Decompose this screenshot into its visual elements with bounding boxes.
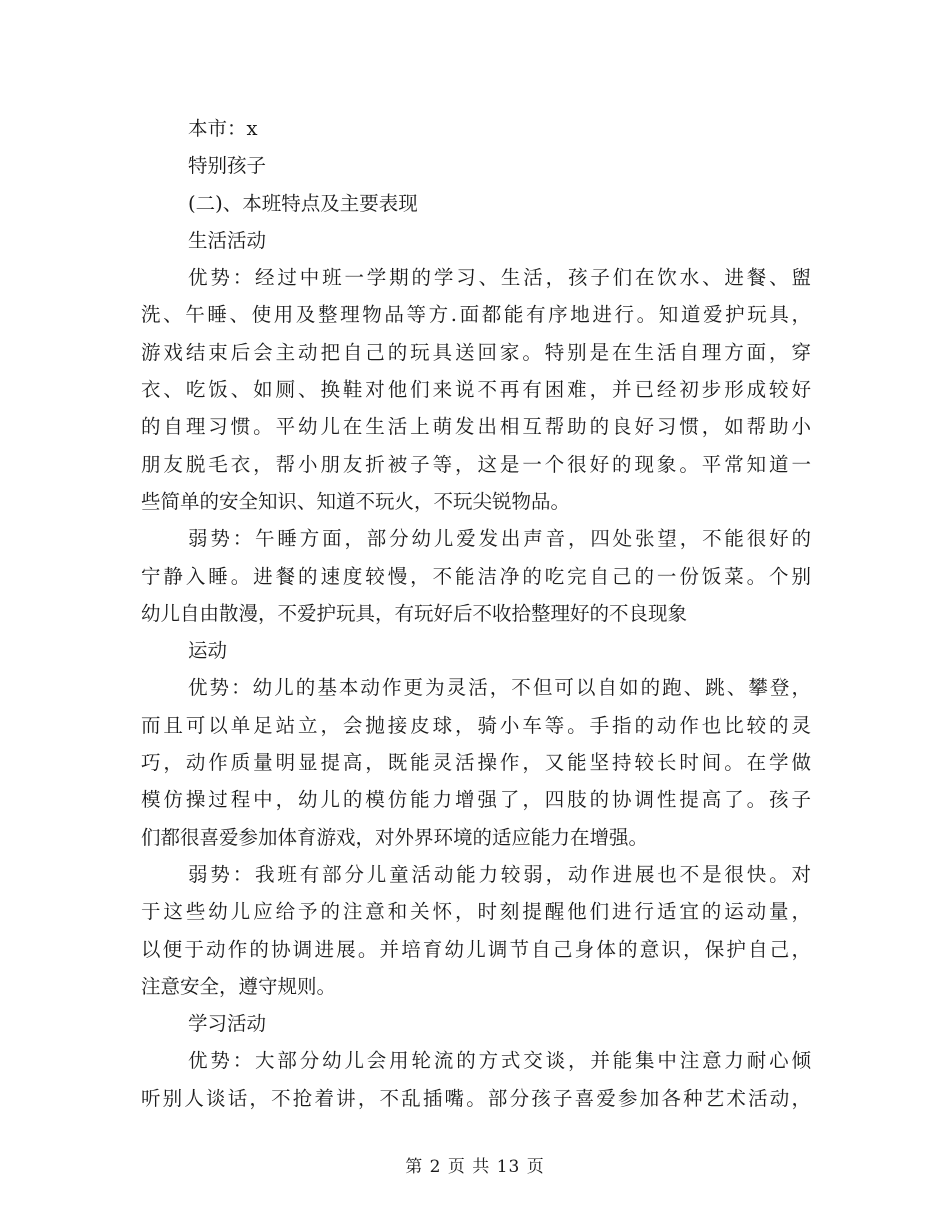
text-line: 以便于动作的协调进展。并培育幼儿调节自己身体的意识，保护自己，: [141, 937, 811, 961]
text-line: 生活活动: [188, 228, 267, 252]
text-line: (二)、本班特点及主要表现: [188, 191, 418, 215]
text-line: 游戏结束后会主动把自己的玩具送回家。特别是在生活自理方面，穿: [141, 340, 811, 364]
text-line: 优势：经过中班一学期的学习、生活，孩子们在饮水、进餐、盥: [188, 266, 811, 290]
page-footer: 第 2 页 共 13 页: [405, 1157, 545, 1177]
text-line: 而且可以单足站立，会抛接皮球，骑小车等。手指的动作也比较的灵: [141, 713, 811, 737]
text-line: 们都很喜爱参加体育游戏，对外界环境的适应能力在增强。: [141, 825, 649, 849]
text-line: 模仿操过程中，幼儿的模仿能力增强了，四肢的协调性提高了。孩子: [141, 788, 811, 812]
text-line: 学习活动: [188, 1012, 267, 1036]
text-line: 优势：幼儿的基本动作更为灵活，不但可以自如的跑、跳、攀登，: [188, 676, 811, 700]
text-line: 弱势：午睡方面，部分幼儿爱发出声音，四处张望，不能很好的: [188, 527, 811, 551]
text-line: 特别孩子: [188, 154, 267, 178]
text-line: 朋友脱毛衣，帮小朋友折被子等，这是一个很好的现象。平常知道一: [141, 452, 811, 476]
text-line: 本市：x: [188, 117, 258, 140]
text-line: 弱势：我班有部分儿童活动能力较弱，动作进展也不是很快。对: [188, 862, 811, 886]
text-line: 运动: [188, 639, 228, 663]
text-line: 优势：大部分幼儿会用轮流的方式交谈，并能集中注意力耐心倾: [188, 1049, 811, 1073]
text-line: 宁静入睡。进餐的速度较慢，不能洁净的吃完自己的一份饭菜。个别: [141, 564, 811, 588]
text-line: 巧，动作质量明显提高，既能灵活操作，又能坚持较长时间。在学做: [141, 751, 811, 775]
text-line: 的自理习惯。平幼儿在生活上萌发出相互帮助的良好习惯，如帮助小: [141, 415, 811, 439]
text-line: 注意安全，遵守规则。: [141, 974, 337, 998]
text-line: 幼儿自由散漫，不爱护玩具，有玩好后不收拾整理好的不良现象: [141, 601, 688, 625]
text-line: 些简单的安全知识、知道不玩火，不玩尖锐物品。: [141, 489, 571, 513]
text-line: 听别人谈话，不抢着讲，不乱插嘴。部分孩子喜爱参加各种艺术活动，: [141, 1086, 811, 1110]
text-line: 衣、吃饭、如厕、换鞋对他们来说不再有困难，并已经初步形成较好: [141, 378, 811, 402]
text-line: 洗、午睡、使用及整理物品等方.面都能有序地进行。知道爱护玩具，: [141, 303, 811, 327]
document-body: [141, 110, 811, 1117]
text-line: 于这些幼儿应给予的注意和关怀，时刻提醒他们进行适宜的运动量，: [141, 900, 811, 924]
